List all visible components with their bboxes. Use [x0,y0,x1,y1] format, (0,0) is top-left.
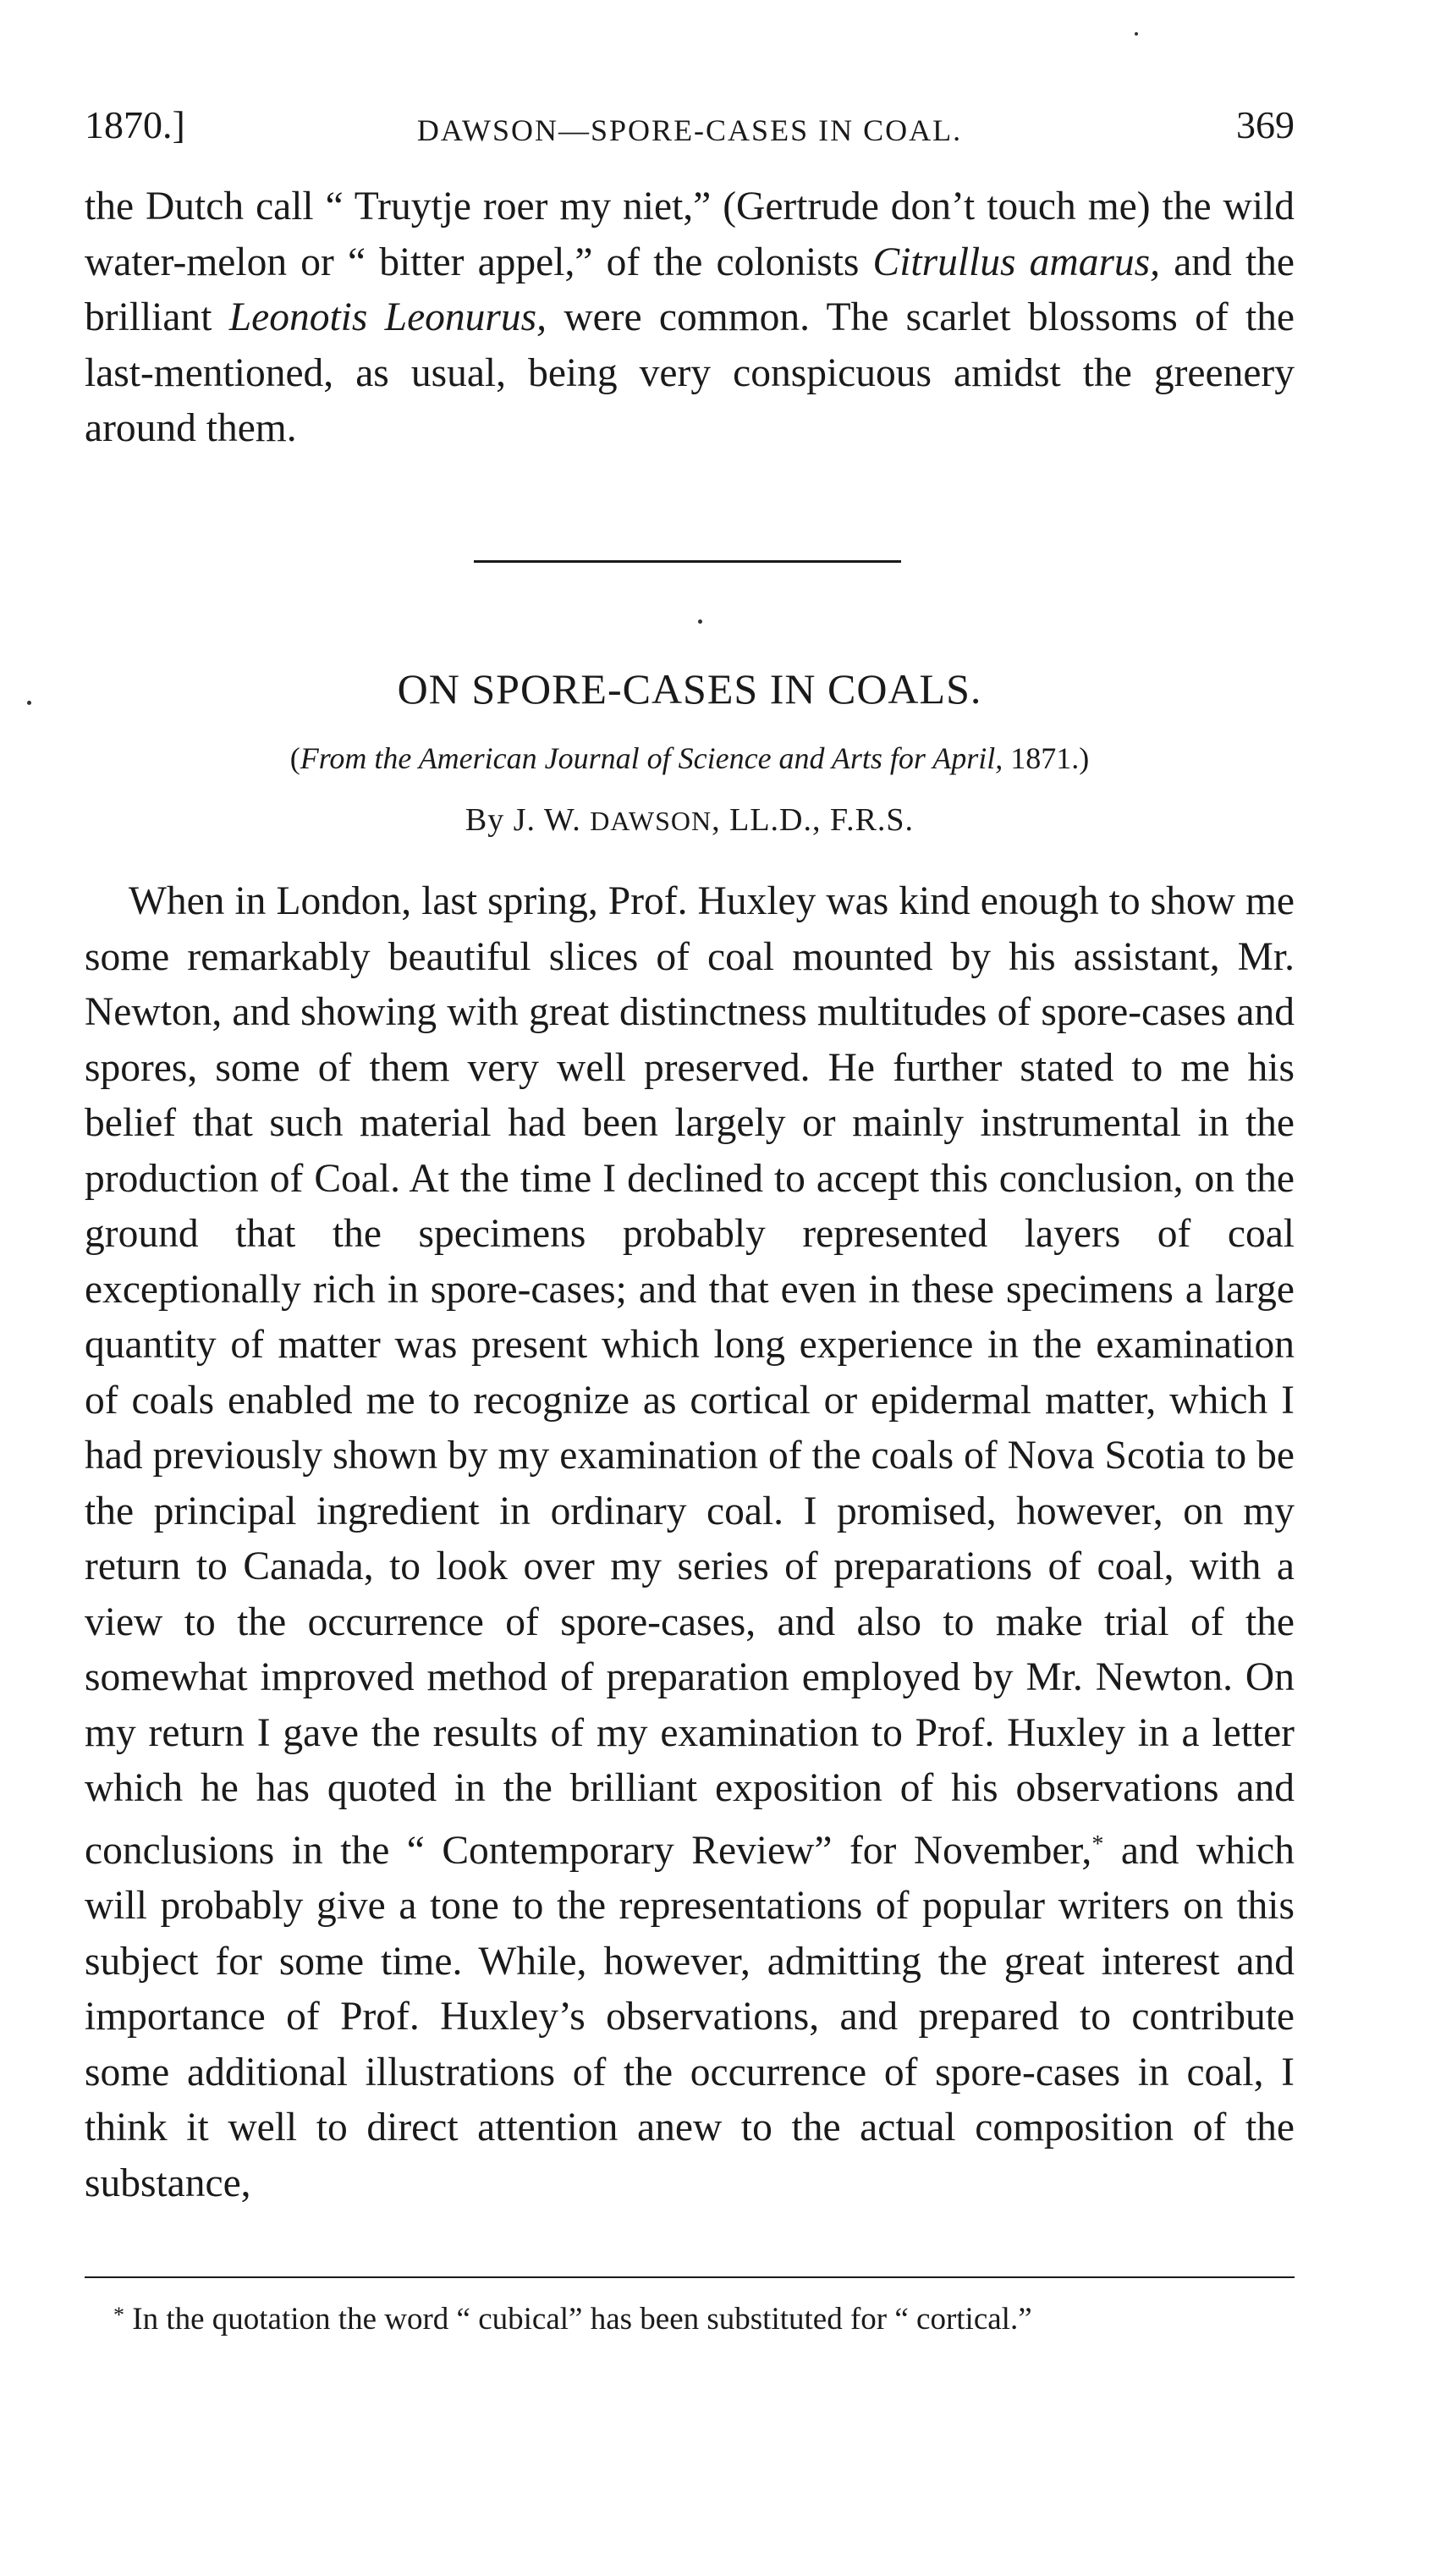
footnote-marker: * [113,2303,124,2327]
source-journal: From the American Journal of Science and Arts for April, [300,741,1003,775]
running-head-title: DAWSON—SPORE-CASES IN COAL. [416,113,963,147]
running-head-year: 1870.] [85,103,185,146]
speck-margin [27,701,31,705]
section-divider [474,560,901,563]
speck-top [1135,32,1138,36]
source-open-paren: ( [289,741,300,775]
article-source [85,736,1295,780]
source-year: 1871.) [1003,741,1090,775]
intro-text-1: the Dutch call “ Truytje roer my niet,” (Gertrude don’t touch me) the wild water-melon or “ bitter appel,” of the colonists [85,184,1295,284]
intro-species-1: Citrullus amarus, [872,239,1161,284]
intro-species-2: Leonotis Leonurus, [228,295,547,339]
byline [85,797,1295,844]
footnote-divider [85,2276,1295,2278]
article-title: ON SPORE-CASES IN COALS. [397,665,982,713]
byline-prefix: By J. W. [465,802,591,838]
footnote-reference: * [1091,1830,1104,1858]
running-head [85,100,1295,159]
speck-center [698,619,702,624]
book-page [85,0,1295,2576]
footnote-text: In the quotation the word “ cubical” has been substituted for “ cortical.” [124,2302,1032,2337]
intro-paragraph [85,179,1295,457]
body-text-1: When in London, last spring, Prof. Huxley was kind enough to show me some remarkably beautiful slices of coal mounted by his assistant, Mr. Newton, and showing with great distinctness multitudes of spore-cases and spores, some of them very well preserved. He further stated to me his belief that such material had been largely or mainly instrumental in the production of Coal. At the time I declined to accept this conclusion, on the ground that the specimens probably represented layers of coal exceptionally rich in spore-cases; and that even in these specimens a large quantity of matter was present which long experience in the examination of coals enabled me to recognize as cortical or epidermal matter, which I had previously shown by my examination of the coals of Nova Scotia to be the principal ingredient in ordinary coal. I promised, however, on my return to Canada, to look over my series of preparations of coal, with a view to the occurrence of spore-cases, and also to make trial of the somewhat improved method of preparation employed by Mr. Newton. On my return I gave the results of my examination to Prof. Huxley in a letter which he has quoted in the brilliant exposition of his observations and conclusions in the “ Contemporary Review” for November, [85,879,1295,1873]
byline-name: DAWSON [590,806,712,836]
body-text-2: and which will probably give a tone to the representations of popular writers on this subject for some time. While, however, admitting the great interest and importance of Prof. Huxley’s observations, and prepared to contribute some additional illustrations of the occurrence of spore-cases in coal, I think it well to direct attention anew to the actual composition of the substance, [85,1828,1295,2205]
article-body [85,874,1295,2211]
page-number: 369 [1236,103,1295,146]
byline-suffix: , LL.D., F.R.S. [712,802,915,838]
intro-text-2: and the brilliant [85,239,1295,339]
footnote [85,2295,1295,2340]
intro-text-3: were common. The scarlet blossoms of the last-mentioned, as usual, being very conspicuous amidst the greenery around them. [85,295,1295,450]
